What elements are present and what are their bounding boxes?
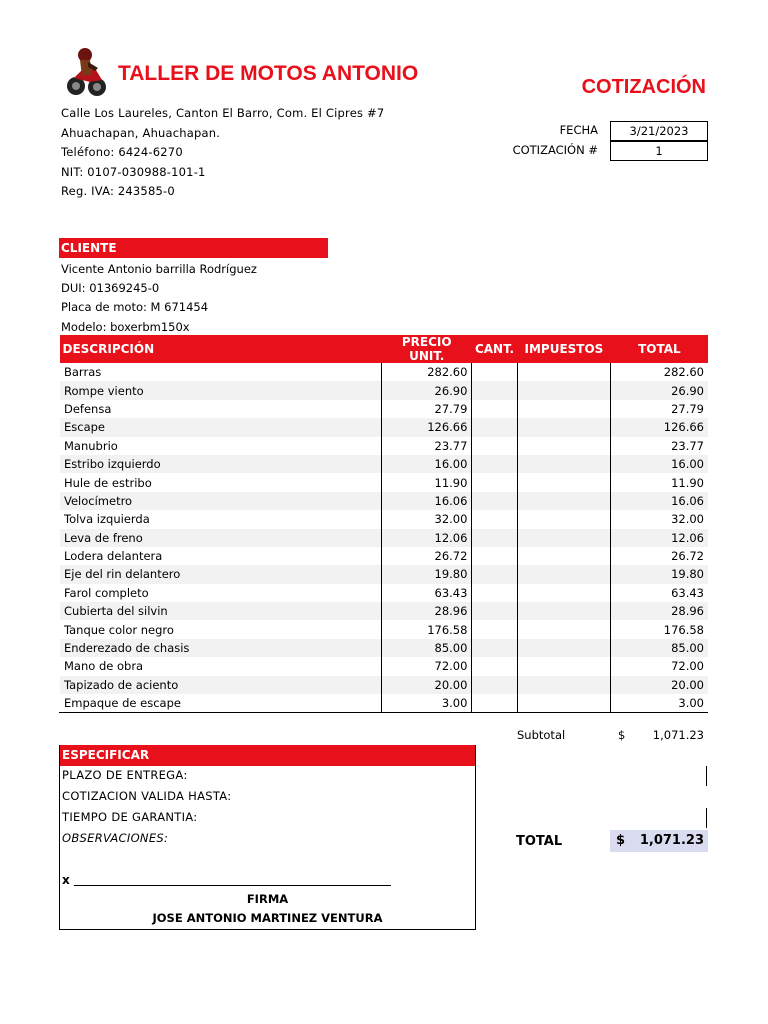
table-header-row: [60, 335, 709, 363]
cell-precio: 23.77: [382, 437, 472, 455]
cotizacion-number-value: 1: [610, 141, 708, 161]
cell-descripcion: Escape: [60, 418, 382, 436]
cell-impuestos: [517, 620, 611, 638]
cell-precio: 19.80: [382, 565, 472, 583]
cell-total: 16.00: [611, 455, 708, 473]
table-row: [60, 657, 709, 675]
total-currency: $: [616, 833, 626, 848]
cell-descripcion: Leva de freno: [60, 529, 382, 547]
cell-cantidad: [472, 676, 517, 694]
cell-cantidad: [472, 584, 517, 602]
signature-x: x: [62, 873, 70, 887]
client-dui: DUI: 01369245-0: [61, 281, 160, 296]
cell-impuestos: [517, 565, 611, 583]
cell-precio: 16.00: [382, 455, 472, 473]
cell-total: 19.80: [611, 565, 708, 583]
cell-impuestos: [517, 473, 611, 491]
document-title: COTIZACIÓN: [581, 76, 706, 98]
table-row: [60, 473, 709, 491]
firma-label: FIRMA: [246, 892, 289, 906]
cell-precio: 11.90: [382, 473, 472, 491]
specify-box: [59, 745, 476, 930]
cell-cantidad: [472, 418, 517, 436]
cell-cantidad: [472, 657, 517, 675]
table-row: [60, 676, 709, 694]
cell-cantidad: [472, 455, 517, 473]
cell-precio: 16.06: [382, 492, 472, 510]
table-row: [60, 437, 709, 455]
cell-descripcion: Tanque color negro: [60, 620, 382, 638]
cell-precio: 85.00: [382, 639, 472, 657]
cell-precio: 26.72: [382, 547, 472, 565]
cell-total: 28.96: [611, 602, 708, 620]
cell-impuestos: [517, 584, 611, 602]
column-header-total: TOTAL: [611, 335, 708, 363]
table-row: [60, 418, 709, 436]
cell-impuestos: [517, 510, 611, 528]
client-info: [61, 260, 257, 337]
fecha-label: FECHA: [559, 123, 598, 137]
address-line: Calle Los Laureles, Canton El Barro, Com. El Cipres #7: [61, 106, 385, 120]
items-table: [59, 335, 708, 713]
subtotal-currency: $: [618, 728, 626, 742]
cell-descripcion: Velocímetro: [60, 492, 382, 510]
subtotal-label: Subtotal: [517, 728, 566, 742]
table-row: [60, 602, 709, 620]
cell-descripcion: Rompe viento: [60, 381, 382, 399]
cell-cantidad: [472, 381, 517, 399]
cell-cantidad: [472, 694, 517, 713]
cell-precio: 3.00: [382, 694, 472, 713]
cell-precio: 27.79: [382, 400, 472, 418]
signature-line: [74, 885, 391, 886]
cell-cantidad: [472, 400, 517, 418]
cell-impuestos: [517, 529, 611, 547]
company-address: [61, 104, 384, 202]
cell-cantidad: [472, 529, 517, 547]
table-row: [60, 529, 709, 547]
cell-descripcion: Eje del rin delantero: [60, 565, 382, 583]
cell-total: 282.60: [611, 363, 708, 381]
signer-name: JOSE ANTONIO MARTINEZ VENTURA: [152, 911, 383, 925]
cell-total: 126.66: [611, 418, 708, 436]
cell-total: 20.00: [611, 676, 708, 694]
cell-impuestos: [517, 547, 611, 565]
cell-precio: 282.60: [382, 363, 472, 381]
total-box: [610, 830, 708, 852]
cell-total: 3.00: [611, 694, 708, 713]
cell-total: 72.00: [611, 657, 708, 675]
cell-total: 26.72: [611, 547, 708, 565]
cell-impuestos: [517, 418, 611, 436]
cell-impuestos: [517, 437, 611, 455]
cell-descripcion: Cubierta del silvin: [60, 602, 382, 620]
cell-total: 27.79: [611, 400, 708, 418]
cell-precio: 32.00: [382, 510, 472, 528]
cell-total: 12.06: [611, 529, 708, 547]
table-row: [60, 565, 709, 583]
cell-cantidad: [472, 565, 517, 583]
specify-heading: ESPECIFICAR: [59, 745, 476, 766]
table-row: [60, 694, 709, 713]
column-header-cantidad: CANT.: [472, 335, 517, 363]
cell-cantidad: [472, 602, 517, 620]
cell-cantidad: [472, 547, 517, 565]
cell-cantidad: [472, 492, 517, 510]
cell-impuestos: [517, 363, 611, 381]
address-line: Ahuachapan, Ahuachapan.: [61, 125, 221, 140]
cell-precio: 176.58: [382, 620, 472, 638]
cell-descripcion: Barras: [60, 363, 382, 381]
client-heading: CLIENTE: [59, 238, 328, 258]
plazo-entrega-label: PLAZO DE ENTREGA:: [62, 768, 188, 782]
cell-descripcion: Enderezado de chasis: [60, 639, 382, 657]
table-row: [60, 492, 709, 510]
cell-total: 23.77: [611, 437, 708, 455]
cell-cantidad: [472, 473, 517, 491]
logo: [64, 46, 108, 98]
iva-line: Reg. IVA: 243585-0: [61, 184, 175, 199]
cotizacion-valida-label: COTIZACION VALIDA HASTA:: [62, 789, 232, 803]
cell-total: 16.06: [611, 492, 708, 510]
cell-descripcion: Hule de estribo: [60, 473, 382, 491]
nit-line: NIT: 0107-030988-101-1: [61, 164, 206, 179]
motorcycle-rider-icon: [64, 46, 108, 98]
cell-cantidad: [472, 510, 517, 528]
cell-descripcion: Estribo izquierdo: [60, 455, 382, 473]
cell-total: 11.90: [611, 473, 708, 491]
total-label: TOTAL: [516, 834, 563, 849]
client-name: Vicente Antonio barrilla Rodríguez: [61, 262, 257, 276]
cell-precio: 26.90: [382, 381, 472, 399]
cell-descripcion: Empaque de escape: [60, 694, 382, 713]
cell-cantidad: [472, 620, 517, 638]
table-row: [60, 381, 709, 399]
cell-descripcion: Defensa: [60, 400, 382, 418]
cell-impuestos: [517, 492, 611, 510]
cell-total: 85.00: [611, 639, 708, 657]
cell-cantidad: [472, 437, 517, 455]
table-row: [60, 400, 709, 418]
cell-total: 176.58: [611, 620, 708, 638]
table-row: [60, 584, 709, 602]
observaciones-label: OBSERVACIONES:: [62, 831, 169, 845]
total-value: 1,071.23: [639, 833, 704, 848]
cotizacion-number-label: COTIZACIÓN #: [512, 143, 598, 157]
table-row: [60, 455, 709, 473]
cell-precio: 28.96: [382, 602, 472, 620]
fecha-value: 3/21/2023: [610, 121, 708, 141]
client-modelo: Modelo: boxerbm150x: [61, 319, 190, 334]
cell-impuestos: [517, 639, 611, 657]
table-row: [60, 639, 709, 657]
cell-precio: 20.00: [382, 676, 472, 694]
cell-precio: 63.43: [382, 584, 472, 602]
field-divider: [706, 808, 707, 828]
cell-impuestos: [517, 602, 611, 620]
cell-descripcion: Mano de obra: [60, 657, 382, 675]
cell-cantidad: [472, 363, 517, 381]
cell-total: 63.43: [611, 584, 708, 602]
cell-impuestos: [517, 381, 611, 399]
cell-impuestos: [517, 694, 611, 713]
table-row: [60, 363, 709, 381]
cell-precio: 126.66: [382, 418, 472, 436]
column-header-impuestos: IMPUESTOS: [517, 335, 611, 363]
subtotal-value: 1,071.23: [652, 728, 704, 742]
table-row: [60, 620, 709, 638]
tiempo-garantia-label: TIEMPO DE GARANTIA:: [62, 810, 198, 824]
cell-impuestos: [517, 676, 611, 694]
cell-descripcion: Tolva izquierda: [60, 510, 382, 528]
cell-descripcion: Farol completo: [60, 584, 382, 602]
cell-precio: 12.06: [382, 529, 472, 547]
cell-impuestos: [517, 657, 611, 675]
table-row: [60, 547, 709, 565]
cell-total: 26.90: [611, 381, 708, 399]
cell-precio: 72.00: [382, 657, 472, 675]
cell-descripcion: Lodera delantera: [60, 547, 382, 565]
company-name: TALLER DE MOTOS ANTONIO: [118, 62, 419, 85]
cell-impuestos: [517, 400, 611, 418]
cell-impuestos: [517, 455, 611, 473]
cell-descripcion: Tapizado de aciento: [60, 676, 382, 694]
cell-cantidad: [472, 639, 517, 657]
table-row: [60, 510, 709, 528]
column-header-precio: PRECIO UNIT.: [382, 335, 472, 363]
cell-total: 32.00: [611, 510, 708, 528]
phone-line: Teléfono: 6424-6270: [61, 145, 183, 160]
client-placa: Placa de moto: M 671454: [61, 300, 209, 315]
cell-descripcion: Manubrio: [60, 437, 382, 455]
field-divider: [706, 766, 707, 786]
column-header-descripcion: DESCRIPCIÓN: [60, 335, 382, 363]
